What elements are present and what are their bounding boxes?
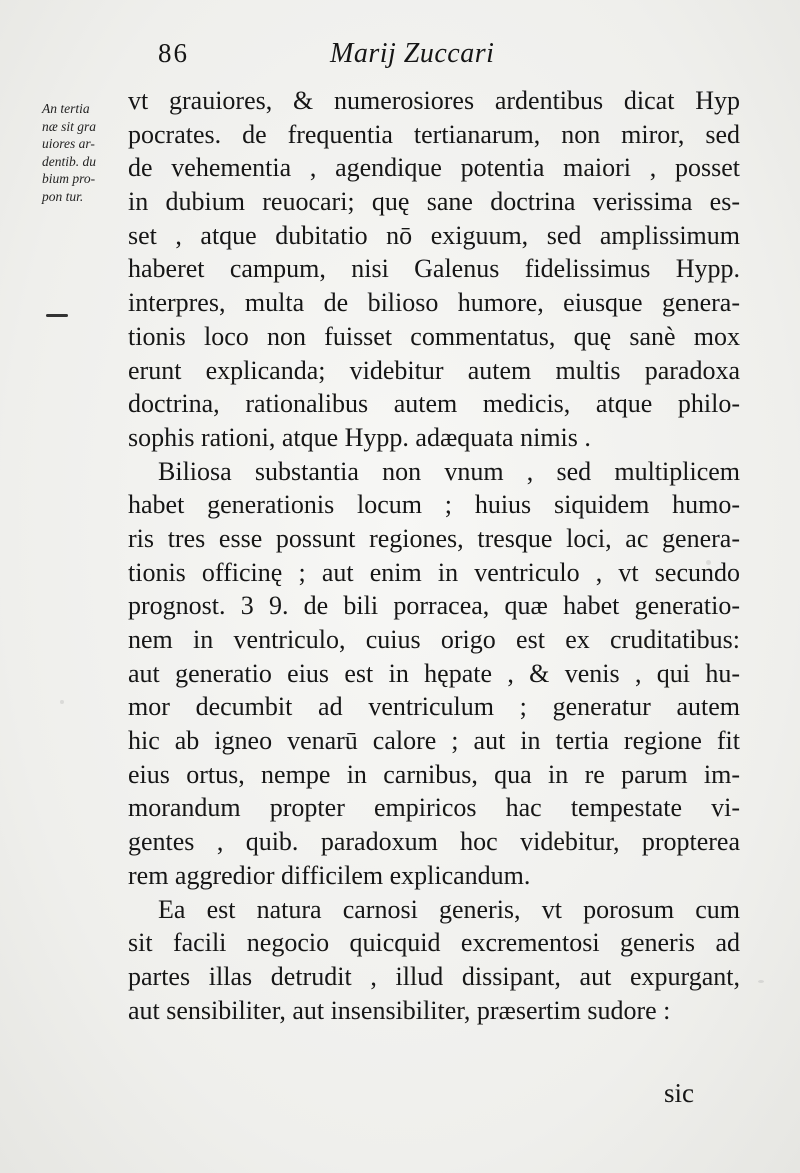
text-line: aut generatio eius est in hępate , & venis , qui hu-	[128, 658, 740, 688]
marginal-note-line: An tertia	[42, 101, 90, 116]
main-text-block	[128, 84, 740, 1027]
marginal-note-line: næ sit gra	[42, 118, 97, 134]
text-line: set , atque dubitatio nō exiguum, sed amplissimum	[128, 220, 740, 250]
marginal-note-line: uiores ar-	[42, 136, 95, 151]
text-line: morandum propter empiricos hac tempestate vi-	[128, 793, 740, 823]
text-line: habet generationis locum ; huius siquidem humo-	[128, 490, 740, 520]
text-line: rem aggredior difficilem explicandum.	[128, 860, 531, 890]
text-line: doctrina, rationalibus autem medicis, atque philo-	[128, 389, 740, 419]
text-line: Ea est natura carnosi generis, vt porosum cum	[158, 894, 740, 924]
text-line: eius ortus, nempe in carnibus, qua in re parum im-	[128, 759, 740, 789]
text-line: aut sensibiliter, aut insensibiliter, præsertim sudore :	[128, 995, 671, 1025]
margin-dash-mark	[46, 314, 68, 317]
text-line: partes illas detrudit , illud dissipant, aut expurgant,	[128, 961, 740, 991]
ink-spot	[706, 560, 711, 565]
text-line: pocrates. de frequentia tertianarum, non miror, sed	[128, 119, 740, 149]
text-line: tionis officinę ; aut enim in ventriculo , vt secundo	[128, 557, 740, 587]
text-line: prognost. 3 9. de bili porracea, quæ habet generatio-	[128, 591, 740, 621]
text-line: gentes , quib. paradoxum hoc videbitur, propterea	[128, 827, 740, 857]
text-line: nem in ventriculo, cuius origo est ex cruditatibus:	[128, 625, 740, 654]
text-line: sit facili negocio quicquid excrementosi generis ad	[128, 928, 740, 958]
ink-spot	[758, 980, 764, 983]
text-line: Biliosa substantia non vnum , sed multiplicem	[158, 456, 740, 486]
marginal-note-line: dentib. du	[42, 153, 96, 169]
running-title: Marij Zuccari	[330, 38, 495, 69]
text-line: in dubium reuocari; quę sane doctrina verissima es-	[128, 187, 740, 217]
text-line: interpres, multa de bilioso humore, eiusque genera-	[128, 288, 740, 318]
text-line: de vehementia , agendique potentia maiori , posset	[128, 153, 740, 183]
text-line: hic ab igneo venarū calore ; aut in tertia regione fit	[128, 726, 740, 756]
ink-spot	[60, 700, 64, 704]
catchword: sic	[664, 1078, 694, 1108]
page-number: 86	[158, 38, 189, 68]
marginal-note	[42, 100, 124, 205]
marginal-note-line: bium pro-	[42, 171, 96, 186]
text-line: sophis rationi, atque Hypp. adæquata nimis .	[128, 422, 591, 452]
text-line: vt grauiores, & numerosiores ardentibus dicat Hyp	[128, 86, 740, 115]
page-header	[150, 38, 610, 78]
text-line: tionis loco non fuisset commentatus, quę sanè mox	[128, 321, 740, 351]
text-line: erunt explicanda; videbitur autem multis paradoxa	[128, 355, 740, 385]
text-line: haberet campum, nisi Galenus fidelissimus Hypp.	[128, 254, 740, 284]
text-line: mor decumbit ad ventriculum ; generatur autem	[128, 692, 740, 722]
marginal-note-line: pon tur.	[42, 188, 84, 204]
text-line: ris tres esse possunt regiones, tresque loci, ac genera-	[128, 523, 740, 553]
